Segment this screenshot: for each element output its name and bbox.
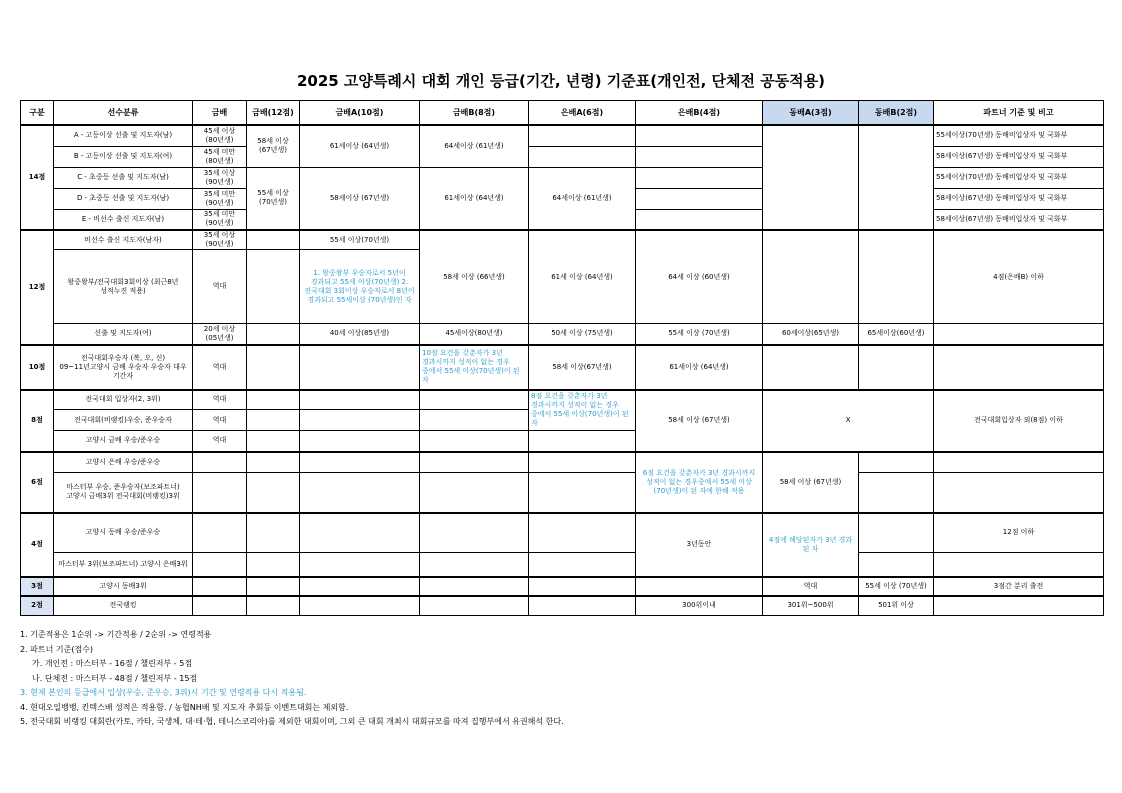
- silverB-cell: 3년동안: [636, 513, 763, 577]
- partner-cell: 58세이상(67년생) 동배비입상자 및 국화부: [934, 188, 1104, 209]
- header-partner: 파트너 기준 및 비고: [934, 101, 1104, 126]
- goldA-cell: [300, 452, 420, 473]
- gold12-cell: [247, 410, 300, 431]
- silverA-cell: [529, 452, 636, 473]
- table-row: [21, 125, 1104, 146]
- table-row: [21, 324, 1104, 345]
- section-label-6: 6점: [21, 452, 54, 513]
- goldB-cell: [420, 513, 529, 553]
- grade-table: [20, 100, 1104, 616]
- silverA-cell: [529, 146, 636, 167]
- partner-cell: 4점(은배B) 이하: [934, 230, 1104, 324]
- table-row: [21, 345, 1104, 390]
- player-cell: 고양시 동배 우승/준우승: [54, 513, 193, 553]
- header-goldA: 금배A(10점): [300, 101, 420, 126]
- bronzeB-cell: 65세이상(60년생): [859, 324, 934, 345]
- gold12-cell: [247, 596, 300, 616]
- silverB-cell: 64세 이상 (60년생): [636, 230, 763, 324]
- gold-cell: 35세 이상 (90년생): [193, 230, 247, 250]
- silverB-cell: 55세 이상 (70년생): [636, 324, 763, 345]
- bronzeB-cell: 55세 이상 (70년생): [859, 577, 934, 596]
- silverB-cell: [636, 167, 763, 188]
- bronzeA-cell: [763, 230, 859, 324]
- partner-cell: [934, 324, 1104, 345]
- goldB-cell: [420, 410, 529, 431]
- gold12-cell: [247, 250, 300, 324]
- silverA-cell: 50세 이상 (75년생): [529, 324, 636, 345]
- goldB-cell: 58세 이상 (66년생): [420, 230, 529, 324]
- header-gold12: 금배(12점): [247, 101, 300, 126]
- bronze-cell: X: [763, 390, 934, 452]
- gold-cell: 20세 이상 (05년생): [193, 324, 247, 345]
- player-cell: 고양시 동배3위: [54, 577, 193, 596]
- silverB-cell: [636, 188, 763, 209]
- gold12-cell: [247, 431, 300, 452]
- goldA-cell: 61세이상 (64년생): [300, 125, 420, 167]
- gold-cell: 역대: [193, 431, 247, 452]
- goldA-cell: 58세이상 (67년생): [300, 167, 420, 230]
- gold-cell: 45세 이상 (80년생): [193, 125, 247, 146]
- note-4: 4. 현대오일뱅뱅, 킨텍스배 성적은 적용함. / 농협NH배 및 지도자 추회등 이벤트대회는 제외함.: [20, 702, 349, 712]
- table-row: [21, 452, 1104, 473]
- player-cell: B - 고등이상 선출 및 지도자(여): [54, 146, 193, 167]
- bronzeA-cell: 60세이상(65년생): [763, 324, 859, 345]
- section-label-10: 10점: [21, 345, 54, 390]
- section-label-3: 3점: [21, 577, 54, 596]
- gold-cell: [193, 513, 247, 553]
- header-bronzeA: 동배A(3점): [763, 101, 859, 126]
- silverA-cell: [529, 553, 636, 577]
- table-row: [21, 167, 1104, 188]
- header-gold: 금배: [193, 101, 247, 126]
- note-2b: 나. 단체전 : 마스터부 - 48점 / 챌린저부 - 15점: [32, 673, 198, 683]
- section-label-12: 12점: [21, 230, 54, 345]
- bronzeA-cell: 역대: [763, 577, 859, 596]
- gold12-cell: [247, 553, 300, 577]
- gold12-cell: [247, 513, 300, 553]
- goldB-cell: 45세이상(80년생): [420, 324, 529, 345]
- goldB-cell: 61세이상 (64년생): [420, 167, 529, 230]
- header-goldB: 금배B(8점): [420, 101, 529, 126]
- silverB-cell: [636, 146, 763, 167]
- player-cell: A - 고등이상 선출 및 지도자(남): [54, 125, 193, 146]
- gold-cell: 35세 미만 (90년생): [193, 188, 247, 209]
- gold12-cell: 55세 이상 (70년생): [247, 167, 300, 230]
- header-row: [21, 101, 1104, 126]
- footnotes: [20, 628, 564, 730]
- goldA-cell: [300, 410, 420, 431]
- goldA-cell: [300, 473, 420, 513]
- silverB-note: 6점 요건을 갖춘자가 3년 경과시까지 성적이 없는 경우중에서 55세 이상(70년생)이 된 자에 한해 적용: [636, 452, 763, 513]
- player-cell: 왕중왕부/전국대회3회이상 (최근8년 성적누진 적용): [54, 250, 193, 324]
- player-cell: 선출 및 지도자(여): [54, 324, 193, 345]
- player-cell: 고양시 은배 우승/준우승: [54, 452, 193, 473]
- silverA-cell: 61세 이상 (64년생): [529, 230, 636, 324]
- gold12-cell: [247, 577, 300, 596]
- gold-cell: [193, 577, 247, 596]
- silverB-cell: 58세 이상 (67년생): [636, 390, 763, 452]
- player-cell: 마스터부 3위(보조파트너) 고양시 은배3위: [54, 553, 193, 577]
- section-label-2: 2점: [21, 596, 54, 616]
- goldB-cell: [420, 452, 529, 473]
- table-row: [21, 230, 1104, 250]
- gold-cell: 역대: [193, 345, 247, 390]
- table-row: [21, 390, 1104, 410]
- note-2a: 가. 개인전 : 마스터부 - 16점 / 챌린저부 - 5점: [32, 659, 193, 668]
- bronzeB-cell: [859, 553, 934, 577]
- note-2: 2. 파트너 기준(점수): [20, 644, 94, 654]
- player-cell: 마스터부 우승, 준우승자(보조파트너) 고양시 금배3위 전국대회(비랭킹)3위: [54, 473, 193, 513]
- gold12-cell: [247, 390, 300, 410]
- partner-cell: 58세이상(67년생) 동배비입상자 및 국화부: [934, 146, 1104, 167]
- bronzeB-cell: [859, 452, 934, 473]
- goldA-cell: [300, 513, 420, 553]
- partner-cell: 55세이상(70년생) 동배비입상자 및 국화부: [934, 125, 1104, 146]
- table-row: [21, 473, 1104, 513]
- section-label-14: 14점: [21, 125, 54, 230]
- header-silverA: 은배A(6점): [529, 101, 636, 126]
- bronzeA-cell: [763, 125, 859, 230]
- goldB-cell: [420, 553, 529, 577]
- silverA-cell: [529, 596, 636, 616]
- silverA-cell: [529, 473, 636, 513]
- goldB-cell: [420, 431, 529, 452]
- silverA-cell: [529, 431, 636, 452]
- gold-cell: 35세 이상 (90년생): [193, 167, 247, 188]
- gold-cell: 역대: [193, 410, 247, 431]
- goldA-cell: 55세 이상(70년생): [300, 230, 420, 250]
- player-cell: 전국대회 입상자(2, 3위): [54, 390, 193, 410]
- partner-cell: [934, 473, 1104, 513]
- section-label-4: 4점: [21, 513, 54, 577]
- player-cell: C - 초중등 선출 및 지도자(남): [54, 167, 193, 188]
- gold12-cell: [247, 324, 300, 345]
- table-row: [21, 577, 1104, 596]
- player-cell: 고양시 금배 우승/준우승: [54, 431, 193, 452]
- partner-cell: 3점간 분리 출전: [934, 577, 1104, 596]
- gold12-cell: [247, 452, 300, 473]
- player-cell: 전국랭킹: [54, 596, 193, 616]
- header-bronzeB: 동배B(2점): [859, 101, 934, 126]
- player-cell: D - 초중등 선출 및 지도자(남): [54, 188, 193, 209]
- goldB-cell: [420, 596, 529, 616]
- goldA-cell: [300, 553, 420, 577]
- goldA-cell: [300, 596, 420, 616]
- goldB-note: 10점 요건을 갖춘자가 3년 경과시까지 성적이 없는 경우 중에서 55세 이상(70년생)이 된 자: [420, 345, 529, 390]
- goldA-cell: [300, 577, 420, 596]
- gold12-cell: [247, 345, 300, 390]
- bronzeA-cell: 58세 이상 (67년생): [763, 452, 859, 513]
- bronzeA-note: 4점에 해당된자가 3년 경과 된 자: [763, 513, 859, 577]
- partner-cell: [934, 596, 1104, 616]
- goldA-cell: [300, 345, 420, 390]
- table-row: [21, 146, 1104, 167]
- page-title: 2025 고양특례시 대회 개인 등급(기간, 년령) 기준표(개인전, 단체전 공동적용): [296, 72, 826, 90]
- partner-cell: 12점 이하: [934, 513, 1104, 553]
- section-label-8: 8점: [21, 390, 54, 452]
- bronzeA-cell: 301위~500위: [763, 596, 859, 616]
- table-row: [21, 596, 1104, 616]
- gold-cell: [193, 452, 247, 473]
- gold-cell: [193, 473, 247, 513]
- gold-cell: 45세 미만 (80년생): [193, 146, 247, 167]
- partner-cell: 55세이상(70년생) 동배비입상자 및 국화부: [934, 167, 1104, 188]
- goldA-cell: 40세 이상(85년생): [300, 324, 420, 345]
- goldB-cell: [420, 473, 529, 513]
- goldB-cell: [420, 390, 529, 410]
- gold12-cell: [247, 473, 300, 513]
- note-3: 3. 현재 본인의 등급에서 입상(우승, 준우승, 3위)시 기간 및 연령적용 다시 적용됨.: [20, 688, 307, 697]
- gold-cell: [193, 596, 247, 616]
- bronzeB-cell: [859, 513, 934, 553]
- silverB-cell: 300위이내: [636, 596, 763, 616]
- silverA-note: 8점 요건을 갖춘자가 3년 경과시까지 성적이 없는 경우 중에서 55세 이상(70년생)이 된 자: [529, 390, 636, 431]
- bronzeB-cell: [859, 473, 934, 513]
- header-player: 선수분류: [54, 101, 193, 126]
- bronzeB-cell: [859, 125, 934, 230]
- header-gubun: 구분: [21, 101, 54, 126]
- partner-cell: 전국대회입상자 외(8점) 이하: [934, 390, 1104, 452]
- partner-cell: 58세이상(67년생) 동배비입상자 및 국화부: [934, 209, 1104, 230]
- player-cell: 비선수 출신 지도자(남자): [54, 230, 193, 250]
- bronzeB-cell: [859, 230, 934, 324]
- silverB-cell: [636, 209, 763, 230]
- header-silverB: 은배B(4점): [636, 101, 763, 126]
- silverB-cell: [636, 125, 763, 146]
- gold-cell: 역대: [193, 250, 247, 324]
- goldA-cell: [300, 390, 420, 410]
- player-cell: 전국대회우승자 (복, 오, 신) 09~11년고양시 금배 우승자 우승자 대우 기간자: [54, 345, 193, 390]
- bronzeB-cell: 501위 이상: [859, 596, 934, 616]
- silverA-cell: [529, 513, 636, 553]
- silverA-cell: [529, 125, 636, 146]
- table-row: [21, 513, 1104, 553]
- goldB-cell: 64세이상 (61년생): [420, 125, 529, 167]
- silverB-cell: 61세이상 (64년생): [636, 345, 763, 390]
- bronzeA-cell: [763, 345, 859, 390]
- goldB-cell: [420, 577, 529, 596]
- note-5: 5. 전국대회 비랭킹 대회란(카토, 카타, 국생체, 대·테·협, 테니스코리아)를 제외한 대회이며, 그외 큰 대회 개최시 대회규모를 따져 집행부에서 유권해석 한다.: [20, 717, 564, 726]
- silverA-cell: 64세이상 (61년생): [529, 167, 636, 230]
- bronzeB-cell: [859, 345, 934, 390]
- gold12-cell: [247, 230, 300, 250]
- silverA-cell: 58세 이상(67년생): [529, 345, 636, 390]
- note-1: 1. 기준적용은 1순위 -> 기간적용 / 2순위 -> 연령적용: [20, 630, 212, 639]
- gold-cell: 역대: [193, 390, 247, 410]
- table-row: [21, 553, 1104, 577]
- partner-cell: [934, 345, 1104, 390]
- player-cell: E - 비선수 출신 지도자(남): [54, 209, 193, 230]
- gold12-cell: 58세 이상 (67년생): [247, 125, 300, 167]
- partner-cell: [934, 553, 1104, 577]
- gold-cell: 35세 미만 (90년생): [193, 209, 247, 230]
- goldA-note: 1. 왕중왕부 우승자로서 5년이 경과되고 55세 이상(70년생) 2. 전국대회 3회이상 우승자로서 8년이 경과되고 55세이상 (70년생)인 자: [300, 250, 420, 324]
- partner-cell: [934, 452, 1104, 473]
- silverB-cell: [636, 577, 763, 596]
- player-cell: 전국대회(비랭킹)우승, 준우승자: [54, 410, 193, 431]
- gold-cell: [193, 553, 247, 577]
- silverA-cell: [529, 577, 636, 596]
- goldA-cell: [300, 431, 420, 452]
